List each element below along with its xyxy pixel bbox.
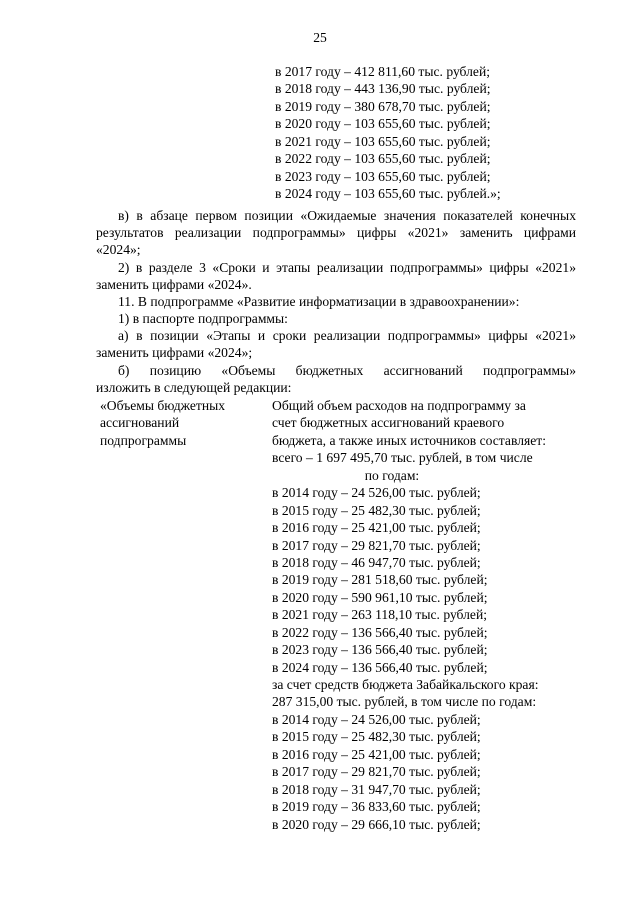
paragraph-2-line-1: 2) в разделе 3 «Сроки и этапы реализации подпрограммы» цифры «2021» (118, 260, 576, 275)
top-years-list (275, 63, 501, 203)
paragraph-a-line-1: а) в позиции «Этапы и сроки реализации подпрограммы» цифры «2021» (118, 328, 576, 343)
table-right-line: Общий объем расходов на подпрограмму за (272, 398, 526, 413)
table-right-line: в 2023 году – 136 566,40 тыс. рублей; (272, 642, 488, 658)
paragraph-v-line-3: «2024»; (96, 242, 141, 257)
table-right-line: в 2016 году – 25 421,00 тыс. рублей; (272, 520, 481, 536)
table-right-line: в 2015 году – 25 482,30 тыс. рублей; (272, 729, 481, 745)
table-right-line: в 2022 году – 136 566,40 тыс. рублей; (272, 624, 488, 640)
table-right-cell (272, 397, 546, 833)
table-right-line: в 2020 году – 590 961,10 тыс. рублей; (272, 589, 488, 605)
list-item: в 2023 году – 103 655,60 тыс. рублей; (275, 168, 491, 184)
table-right-line: бюджета, а также иных источников составляет: (272, 432, 546, 448)
paragraph-2-line-2: заменить цифрами «2024». (96, 277, 252, 292)
table-right-line: в 2019 году – 36 833,60 тыс. рублей; (272, 799, 481, 815)
table-left-line: ассигнований (100, 415, 180, 431)
list-item: в 2017 году – 412 811,60 тыс. рублей; (275, 64, 491, 79)
table-right-line: за счет средств бюджета Забайкальского края: (272, 677, 539, 692)
list-item: в 2022 году – 103 655,60 тыс. рублей; (275, 151, 491, 167)
page-number: 25 (313, 30, 327, 45)
paragraph-11: 11. В подпрограмме «Развитие информатизации в здравоохранении»: (118, 294, 520, 309)
list-item: в 2020 году – 103 655,60 тыс. рублей; (275, 116, 491, 132)
table-right-line: в 2014 году – 24 526,00 тыс. рублей; (272, 485, 481, 501)
paragraph-b-line-1: б) позицию «Объемы бюджетных ассигнований подпрограммы» (118, 363, 576, 378)
paragraph-1: 1) в паспорте подпрограммы: (118, 311, 288, 326)
table-right-line: счет бюджетных ассигнований краевого (272, 415, 505, 431)
table-right-line: в 2024 году – 136 566,40 тыс. рублей; (272, 659, 488, 675)
table-left-line: «Объемы бюджетных (100, 398, 226, 413)
paragraph-a-line-2: заменить цифрами «2024»; (96, 345, 253, 360)
table-right-line: в 2017 году – 29 821,70 тыс. рублей; (272, 764, 481, 780)
table-right-line: в 2016 году – 25 421,00 тыс. рублей; (272, 746, 481, 762)
paragraph-v-line-2: результатов реализации подпрограммы» цифры «2021» заменить цифрами (96, 225, 576, 240)
table-left-line: подпрограммы (100, 432, 187, 448)
table-left-cell (100, 397, 225, 449)
table-right-line: в 2015 году – 25 482,30 тыс. рублей; (272, 502, 481, 518)
table-right-line: в 2020 году – 29 666,10 тыс. рублей; (272, 816, 481, 832)
paragraph-b-line-2: изложить в следующей редакции: (96, 380, 292, 395)
table-right-line: 287 315,00 тыс. рублей, в том числе по годам: (272, 694, 537, 710)
table-right-line: всего – 1 697 495,70 тыс. рублей, в том числе (272, 450, 533, 466)
table-right-line: в 2021 году – 263 118,10 тыс. рублей; (272, 607, 488, 623)
list-item: в 2019 году – 380 678,70 тыс. рублей; (275, 98, 491, 114)
table-right-line: в 2014 году – 24 526,00 тыс. рублей; (272, 711, 481, 727)
table-right-line: по годам: (364, 467, 420, 483)
list-item: в 2018 году – 443 136,90 тыс. рублей; (275, 81, 491, 97)
table-right-line: в 2018 году – 46 947,70 тыс. рублей; (272, 554, 481, 570)
list-item: в 2021 году – 103 655,60 тыс. рублей; (275, 133, 491, 149)
table-right-line: в 2018 году – 31 947,70 тыс. рублей; (272, 781, 481, 797)
list-item: в 2024 году – 103 655,60 тыс. рублей.»; (275, 186, 501, 202)
paragraph-v-line-1: в) в абзаце первом позиции «Ожидаемые значения показателей конечных (118, 208, 576, 223)
table-right-line: в 2017 году – 29 821,70 тыс. рублей; (272, 537, 481, 553)
table-right-line: в 2019 году – 281 518,60 тыс. рублей; (272, 572, 488, 588)
